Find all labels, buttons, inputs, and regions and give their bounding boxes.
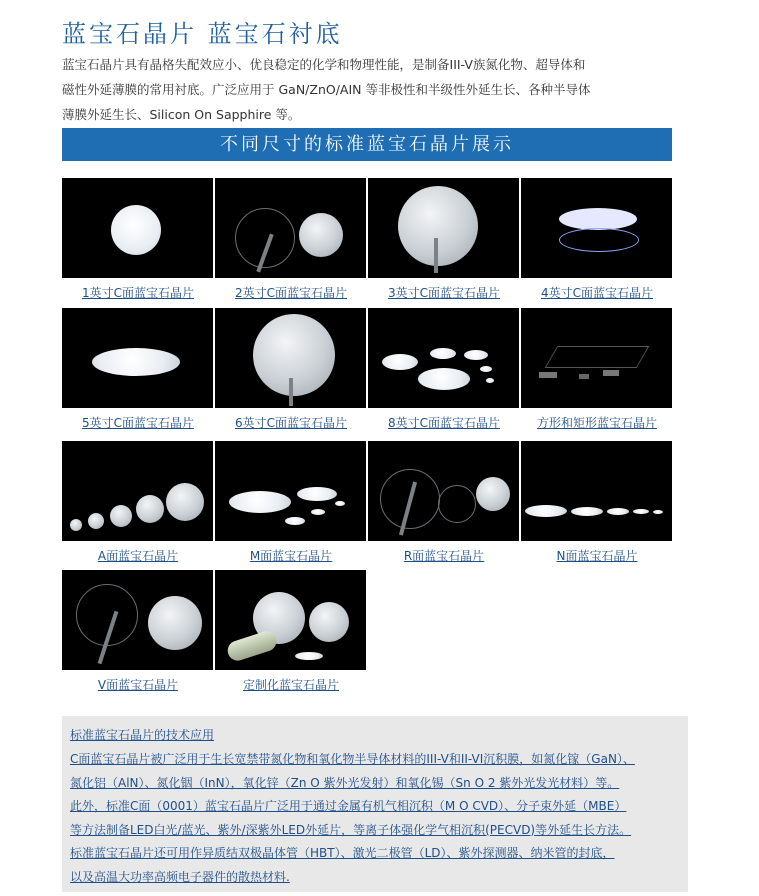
product-card[interactable] <box>215 178 367 301</box>
product-link[interactable]: 4英寸C面蓝宝石晶片 <box>540 286 653 300</box>
product-image[interactable] <box>368 308 519 408</box>
product-link[interactable]: 5英寸C面蓝宝石晶片 <box>81 416 194 430</box>
tech-line[interactable]: 标准蓝宝石晶片还可用作异质结双极晶体管（HBT）、激光二极管（LD）、紫外探测器、纳米管的封底， <box>70 846 615 860</box>
product-image[interactable] <box>62 570 213 670</box>
product-card[interactable] <box>521 308 673 431</box>
product-card[interactable] <box>62 178 214 301</box>
product-link[interactable]: A面蓝宝石晶片 <box>97 549 179 563</box>
tech-line[interactable]: 以及高温大功率高频电子器件的散热材料. <box>70 869 290 884</box>
tech-application-panel <box>62 716 688 892</box>
product-card[interactable] <box>215 308 367 431</box>
product-image[interactable] <box>368 441 519 541</box>
product-image[interactable] <box>215 308 366 408</box>
product-card[interactable] <box>62 441 214 564</box>
tech-line[interactable]: 等方法制备LED白光/蓝光、紫外/深紫外LED外延片，等离子体强化学气相沉积(PECVD)等外延生长方法。 <box>70 822 632 837</box>
product-card[interactable] <box>368 308 520 431</box>
product-image[interactable] <box>521 178 672 278</box>
tech-line[interactable]: C面蓝宝石晶片被广泛用于生长宽禁带氮化物和氧化物半导体材料的III-V和II-VI沉积膜，如氮化镓（GaN）、 <box>70 752 635 766</box>
intro-paragraph <box>62 52 662 127</box>
product-card[interactable] <box>62 308 214 431</box>
tech-line[interactable]: 氮化铝（AlN）、氮化铟（InN），氧化锌（Zn O 紫外光发射）和氧化锡（Sn O 2 紫外光发光材料）等。 <box>70 775 620 790</box>
intro-line: 磁性外延薄膜的常用衬底。广泛应用于 GaN/ZnO/AIN 等非极性和半级性外延生长、各种半导体 <box>62 82 591 97</box>
product-link[interactable]: 1英寸C面蓝宝石晶片 <box>81 286 194 300</box>
product-link[interactable]: M面蓝宝石晶片 <box>249 549 333 563</box>
product-image[interactable] <box>62 308 213 408</box>
section-banner: 不同尺寸的标准蓝宝石晶片展示 <box>62 128 672 161</box>
product-link[interactable]: 6英寸C面蓝宝石晶片 <box>234 416 347 430</box>
product-card[interactable] <box>215 441 367 564</box>
tech-text <box>70 748 682 889</box>
product-image[interactable] <box>521 441 672 541</box>
product-image[interactable] <box>62 441 213 541</box>
page-title: 蓝宝石晶片 蓝宝石衬底 <box>62 20 343 48</box>
tech-title[interactable]: 标准蓝宝石晶片的技术应用 <box>70 728 215 742</box>
product-image[interactable] <box>215 570 366 670</box>
product-image[interactable] <box>215 178 366 278</box>
product-link[interactable]: 8英寸C面蓝宝石晶片 <box>387 416 500 430</box>
product-link[interactable]: 3英寸C面蓝宝石晶片 <box>387 286 500 300</box>
product-card[interactable] <box>215 570 367 693</box>
product-card[interactable] <box>62 570 214 693</box>
product-card[interactable] <box>521 441 673 564</box>
product-image[interactable] <box>521 308 672 408</box>
product-link[interactable]: V面蓝宝石晶片 <box>97 678 179 692</box>
product-image[interactable] <box>62 178 213 278</box>
product-card[interactable] <box>368 441 520 564</box>
product-image[interactable] <box>215 441 366 541</box>
product-link[interactable]: 定制化蓝宝石晶片 <box>242 678 339 692</box>
tech-line[interactable]: 此外，标准C面（0001）蓝宝石晶片广泛用于通过金属有机气相沉积（M O CVD）、分子束外延（MBE） <box>70 799 627 813</box>
product-card[interactable] <box>368 178 520 301</box>
product-card[interactable] <box>521 178 673 301</box>
product-link[interactable]: 方形和矩形蓝宝石晶片 <box>536 416 657 430</box>
intro-line: 蓝宝石晶片具有晶格失配效应小、优良稳定的化学和物理性能，是制备III-V族氮化物、超导体和 <box>62 57 586 72</box>
product-link[interactable]: R面蓝宝石晶片 <box>403 549 485 563</box>
product-image[interactable] <box>368 178 519 278</box>
product-link[interactable]: N面蓝宝石晶片 <box>556 549 638 563</box>
intro-line: 薄膜外延生长、Silicon On Sapphire 等。 <box>62 107 301 122</box>
product-link[interactable]: 2英寸C面蓝宝石晶片 <box>234 286 347 300</box>
